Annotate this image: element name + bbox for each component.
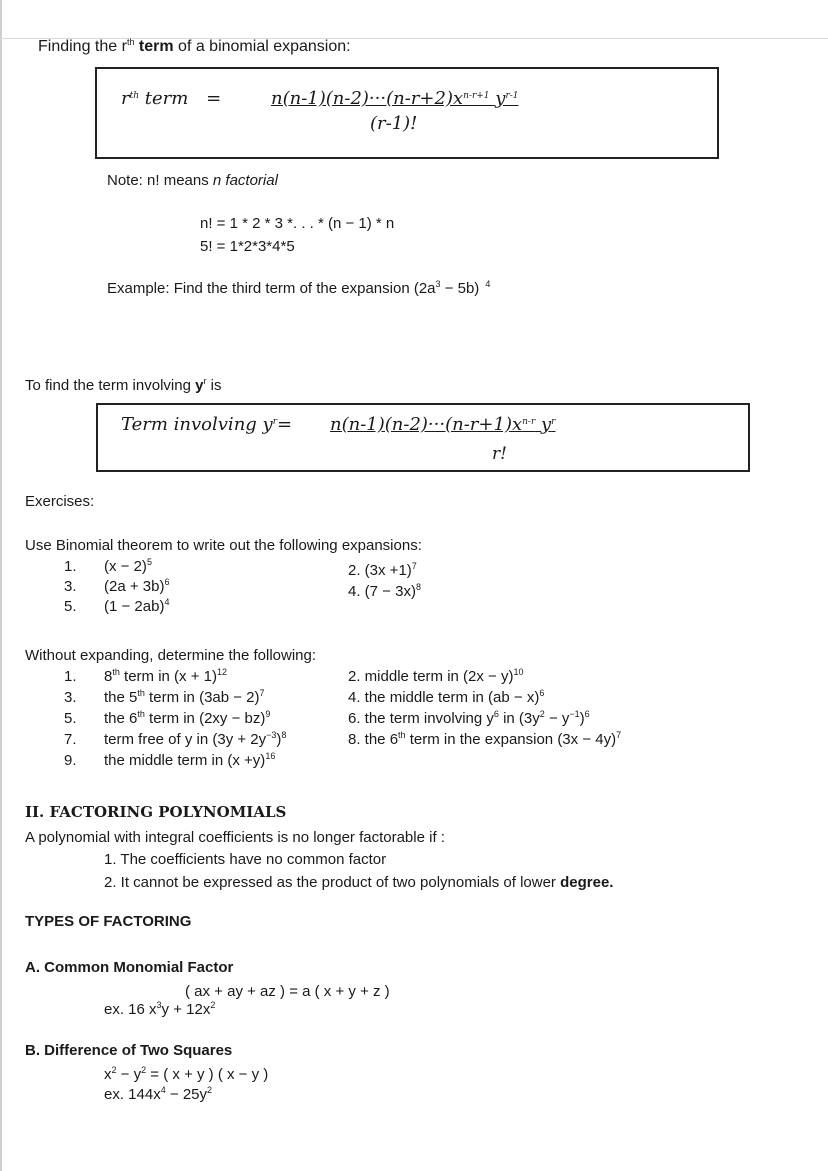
list-item: 2. $(3x +1)^7$ bbox=[348, 561, 417, 579]
list-item: 9. the middle term in $(x +y)^{16}$ bbox=[64, 751, 276, 769]
section-2-title: II. FACTORING POLYNOMIALS bbox=[25, 803, 287, 821]
section-a-example: ex. 16 $x^3y + 12x^2$ bbox=[104, 1000, 216, 1018]
list-item: 5. the 6th term in (2xy − bz)$^9$ bbox=[64, 709, 271, 727]
list-item: 5. $(1 - 2ab)^4$ bbox=[64, 597, 170, 615]
example-line: Example: Find the third term of the expansion $(2a^3 - 5b)$ $^4$ bbox=[107, 279, 491, 297]
yr-term-label: Term involving $y^r=$ bbox=[121, 414, 293, 435]
title-bold: term bbox=[138, 38, 174, 55]
list-item: 8. the 6th term in the expansion $(3x - 4y)^7$ bbox=[348, 730, 622, 748]
section-b-title: B. Difference of Two Squares bbox=[25, 1042, 233, 1059]
exercises-label: Exercises: bbox=[25, 493, 95, 510]
without-expanding-instruction: Without expanding, determine the following: bbox=[25, 647, 317, 664]
factorial-example: 5! = 1*2*3*4*5 bbox=[200, 238, 295, 255]
types-title: TYPES OF FACTORING bbox=[25, 913, 192, 930]
list-item: 4. the middle term in (ab − x)$^6$ bbox=[348, 688, 545, 706]
list-item: 1. $(x - 2)^5$ bbox=[64, 557, 152, 575]
section-a-rule: ( ax + ay + az ) = a ( x + y + z ) bbox=[185, 983, 390, 1000]
title-text: Finding the r bbox=[38, 38, 127, 55]
section-b-rule: $x^2 - y^2$ = ( x + y ) ( x − y ) bbox=[104, 1065, 269, 1083]
section-2-intro: A polynomial with integral coefficients is no longer factorable if : bbox=[25, 829, 445, 846]
condition-2: 2. It cannot be expressed as the product of two polynomials of lower degree. bbox=[104, 874, 614, 891]
section-b-example: ex. $144x^4 - 25y^2$ bbox=[104, 1085, 213, 1103]
expansions-left bbox=[64, 557, 169, 617]
yr-term-denominator: r! bbox=[492, 444, 507, 464]
expansions-right bbox=[348, 560, 421, 602]
list-item: 4. $(7 - 3x)^8$ bbox=[348, 582, 421, 600]
section-title bbox=[38, 38, 351, 56]
list-item: 3. the 5th term in $(3ab - 2)^7$ bbox=[64, 688, 265, 706]
determine-left bbox=[64, 666, 286, 771]
list-item: 2. middle term in $(2x - y)^{10}$ bbox=[348, 667, 524, 685]
factorial-definition: n! = 1 * 2 * 3 *. . . * (n − 1) * n bbox=[200, 215, 395, 232]
rth-term-numerator: $n(n-1)(n-2)\cdot\cdot\cdot(n-r+2)x^{n-r+1}$ $y^{r-1}$ bbox=[271, 88, 519, 109]
list-item: 6. the term involving $y^6$ in $(3y^2 - y^{-1})^6$ bbox=[348, 709, 590, 727]
section-a-title: A. Common Monomial Factor bbox=[25, 959, 234, 976]
yr-term-numerator: $n(n-1)(n-2)\cdot\cdot\cdot(n-r+1)x^{n-r}$ $y^r$ bbox=[330, 414, 556, 435]
list-item: 3. $(2a + 3b)^6$ bbox=[64, 577, 170, 595]
rth-term-denominator: (r-1)! bbox=[370, 113, 418, 134]
title-sup: th bbox=[126, 37, 135, 47]
yr-intro: To find the term involving $y^r$ is bbox=[25, 376, 222, 394]
use-theorem-instruction: Use Binomial theorem to write out the following expansions: bbox=[25, 537, 422, 554]
note-line: Note: n! means n factorial bbox=[107, 172, 278, 189]
condition-1: 1. The coefficients have no common factor bbox=[104, 851, 387, 868]
determine-right bbox=[348, 666, 621, 750]
list-item: 1. 8th term in $(x + 1)^{12}$ bbox=[64, 667, 227, 685]
rth-term-label: $r^{th}$ term = bbox=[121, 88, 222, 109]
page-left-edge bbox=[0, 0, 2, 1171]
list-item: 7. term free of y in $(3y + 2y^{-3})^8$ bbox=[64, 730, 287, 748]
title-rest: of a binomial expansion: bbox=[178, 38, 351, 55]
